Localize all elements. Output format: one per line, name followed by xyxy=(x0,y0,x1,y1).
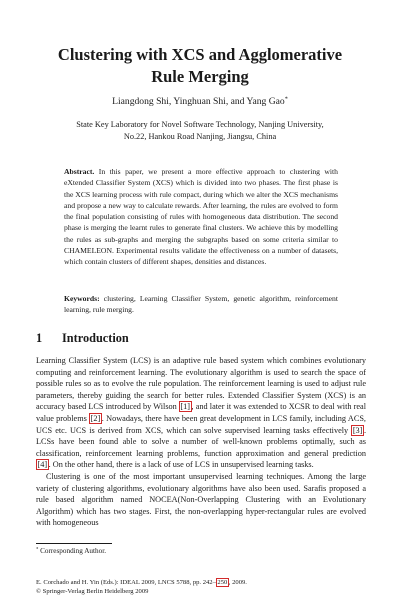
footnote-text: Corresponding Author. xyxy=(40,547,107,555)
footer-citation: E. Corchado and H. Yin (Eds.): IDEAL 2009, LNCS 5788, pp. 242– xyxy=(36,579,216,586)
footer-page-link[interactable]: 250 xyxy=(217,579,228,586)
p1-text-d: . LCSs have been found able to solve a number of well-known problems optimally, such as classification, reinforcement learning problems, function approximation and general prediction xyxy=(36,425,366,458)
affiliation-line-1: State Key Laboratory for Novel Software Technology, Nanjing University, xyxy=(76,120,324,129)
footer-line-2: © Springer-Verlag Berlin Heidelberg 2009 xyxy=(36,588,149,595)
footnote-rule xyxy=(36,543,112,544)
citation-link-4[interactable]: [4] xyxy=(37,460,48,470)
footnote-mark: * xyxy=(36,547,39,553)
p1-text-a: Learning Classifier System (LCS) is an adaptive rule based system which combines evolutionary computing and reinforcement learning. The evolutionary algorithm is used to search the space of possible rules so as to evolve the rule population. The reinforcement learning is used to adjust rule parameters, thereby guiding the search for better rules. Extended Classifier System (XCS) is an accuracy based LCS introduced by Wilson xyxy=(36,356,366,412)
intro-paragraph-2: Clustering is one of the most important unsupervised learning techniques. Among the large variety of clustering algorithms, evolutionary algorithms have also been used. Sarafis proposed a rule based algorithm named NOCEA(Non-Overlapping Clustering with an Evolutionary Algorithm) which has two stages. First, the non-overlapping hyper-rectangular rules are evolved with homogeneous xyxy=(36,471,366,528)
affiliation xyxy=(30,119,370,143)
abstract-text: In this paper, we present a more effective approach to clustering with eXtended Classifier System (XCS) which is divided into two phases. The first phase is the XCS learning process with rule compact, during which we alter the XCS mechanisms and propose a new way to calculate rewards. After learning, the rules are evolved to form the final population consisting of rules with homogeneous data distribution. The second phase is merging the learnt rules to generate final clusters. We achieve this by modelling the rules as sub-graphs and merging the subgraphs based on some criteria similar to CHAMELEON. Experimental results validate the effectiveness on a number of datasets, which contain clusters of different shapes, densities and distances. xyxy=(64,167,338,267)
section-number: 1 xyxy=(36,331,43,345)
title-line-2: Rule Merging xyxy=(151,67,249,86)
abstract xyxy=(64,166,338,268)
keywords xyxy=(64,293,338,316)
footer-line-1 xyxy=(36,578,366,587)
citation-link-2[interactable]: [2] xyxy=(90,413,101,423)
intro-paragraph-1 xyxy=(36,355,366,471)
author-names: Liangdong Shi, Yinghuan Shi, and Yang Gao xyxy=(112,96,285,107)
keywords-text: clustering, Learning Classifier System, genetic algorithm, reinforcement learning, rule merging. xyxy=(64,294,338,315)
title-line-1: Clustering with XCS and Agglomerative xyxy=(57,45,343,64)
footer-citation-end: , 2009. xyxy=(228,579,247,586)
citation-link-1[interactable]: [1] xyxy=(180,402,191,412)
p1-text-e: . On the other hand, there is a lack of use of LCS in unsupervised learning tasks. xyxy=(48,460,314,470)
section-title: Introduction xyxy=(62,331,129,345)
publication-footer xyxy=(36,578,366,596)
p1-text-b: , and later it was extended to XCSR to deal with real value problems xyxy=(36,402,367,423)
section-heading xyxy=(36,330,366,346)
introduction-body xyxy=(36,355,366,529)
citation-link-3[interactable]: [3] xyxy=(352,425,363,435)
paper-title xyxy=(40,44,360,88)
p1-text-c: . Nowadays, there have been great development in LCS family, including ACS, UCS etc. UCS is derived from XCS, which can solve supervised learning tasks effectively xyxy=(36,413,366,435)
abstract-label: Abstract. xyxy=(64,167,95,176)
keywords-label: Keywords: xyxy=(64,294,100,303)
affiliation-line-2: No.22, Hankou Road Nanjing, Jiangsu, China xyxy=(123,132,277,141)
author-list xyxy=(40,96,360,108)
author-mark: * xyxy=(284,95,288,103)
footnote xyxy=(36,546,366,556)
